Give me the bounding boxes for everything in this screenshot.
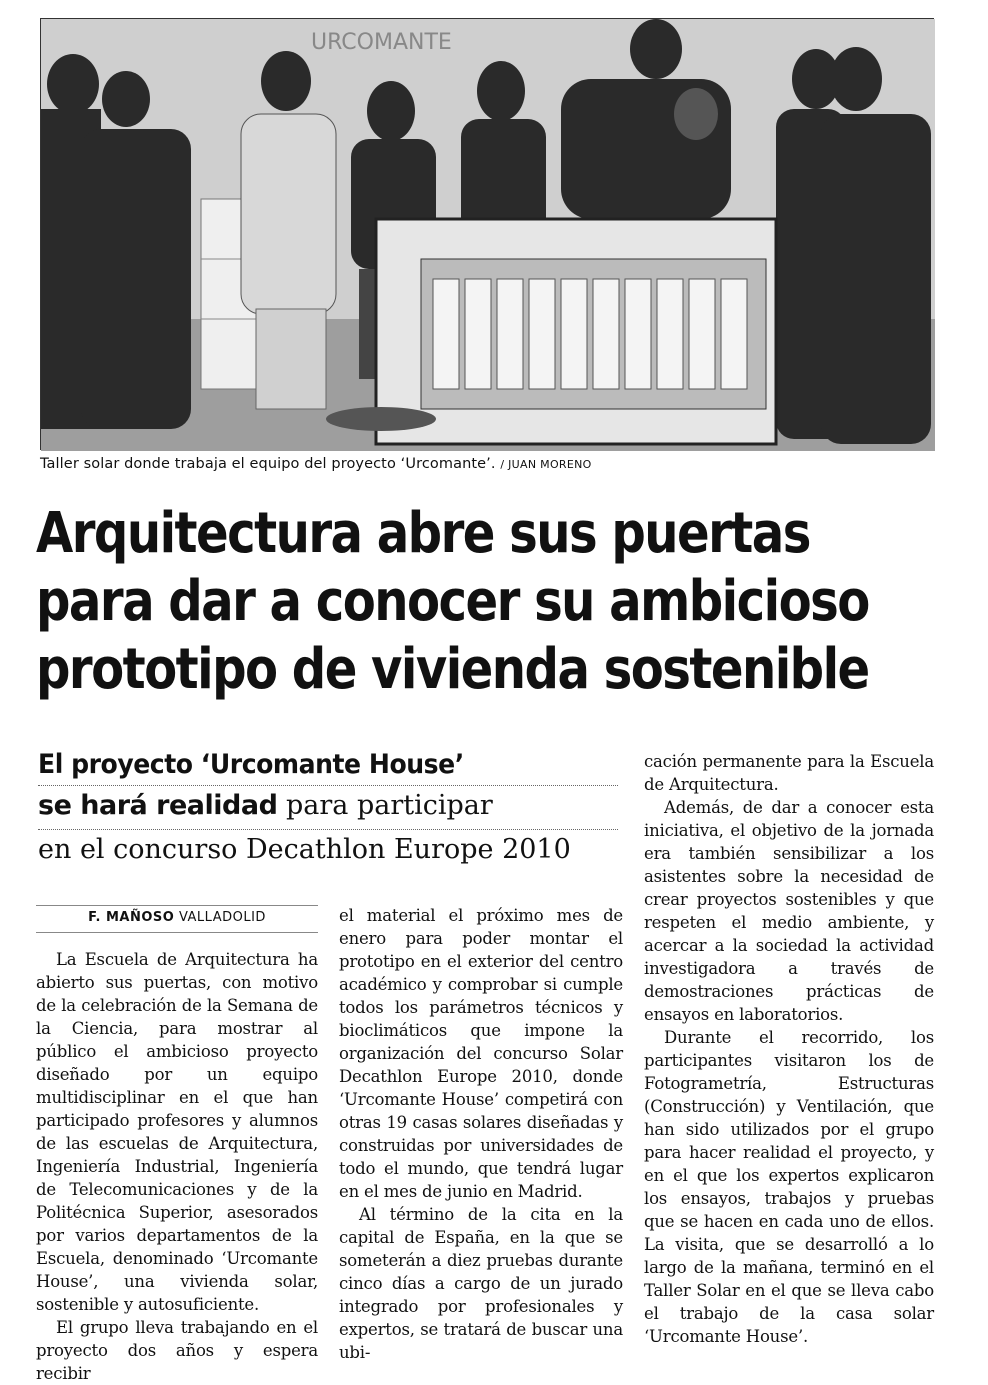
byline-author: F. MAÑOSO [88, 910, 175, 925]
wall-sign: URCOMANTE [311, 30, 452, 55]
headline-line-3: prototipo de vivienda sostenible [36, 637, 869, 702]
subhead-line-1: El proyecto ‘Urcomante House’ [38, 749, 464, 780]
paragraph: el material el próximo mes de enero para poder montar el prototipo en el exterior del centro académico y comprobar si cumple todos los parámetros técnicos y bioclimáticos que impone la organización del concurso Solar Decathlon Europe 2010, donde ‘Urcomante House’ competirá con otras 19 casas solares diseñadas y construidas por universidades de todo el mundo, que tendrá lugar en el mes de junio en Madrid. [339, 906, 623, 1201]
photo-credit: / JUAN MORENO [500, 458, 592, 471]
paragraph: El grupo lleva trabajando en el proyecto dos años y espera recibir [36, 1318, 318, 1383]
subheadline [38, 745, 618, 870]
headline [36, 500, 948, 704]
article-column-3 [644, 750, 934, 1348]
caption-text: Taller solar donde trabaja el equipo del proyecto ‘Urcomante’. [40, 456, 496, 472]
paragraph: cación permanente para la Escuela de Arquitectura. [644, 752, 934, 794]
headline-line-1: Arquitectura abre sus puertas [36, 501, 810, 566]
news-photo [40, 18, 934, 450]
article-column-2 [339, 904, 623, 1364]
paragraph: La Escuela de Arquitectura ha abierto sus puertas, con motivo de la celebración de la Semana de la Ciencia, para mostrar al público el ambicioso proyecto diseñado por un equipo multidisciplinar en el que han participado profesores y alumnos de las escuelas de Arquitectura, Ingeniería Industrial, Ingeniería de Telecomunicaciones y de la Politécnica Superior, asesorados por varios departamentos de la Escuela, denominado ‘Urcomante House’, una vivienda solar, sostenible y autosuficiente. [36, 950, 318, 1314]
article-column-1 [36, 948, 318, 1385]
byline [36, 905, 318, 925]
photo-caption [40, 456, 934, 472]
headline-line-2: para dar a conocer su ambicioso [36, 569, 869, 634]
subhead-line-3: en el concurso Decathlon Europe 2010 [38, 834, 571, 865]
byline-location: VALLADOLID [174, 910, 266, 925]
subhead-line-2 [38, 786, 618, 829]
subhead-line-2-rest: para participar [277, 790, 493, 821]
byline-rule [36, 932, 318, 933]
paragraph: Además, de dar a conocer esta iniciativa, el objetivo de la jornada era también sensibilizar a los asistentes sobre la necesidad de crear proyectos sostenibles y que respeten el medio ambiente, y acercar a la sociedad la actividad investigadora a través de demostraciones prácticas de ensayos en laboratorios. [644, 798, 934, 1024]
paragraph: Durante el recorrido, los participantes visitaron los de Fotogrametría, Estructuras (Construcción) y Ventilación, que han sido utilizados por el grupo para hacer realidad el proyecto, y en el que los expertos explicaron los ensayos, trabajos y pruebas que se hacen en cada uno de ellos. La visita, que se desarrolló a lo largo de la mañana, terminó en el Taller Solar en el que se lleva cabo el trabajo de la casa solar ‘Urcomante House’. [644, 1028, 934, 1346]
subhead-line-2-bold: se hará realidad [38, 790, 278, 821]
paragraph: Al término de la cita en la capital de España, en la que se someterán a diez pruebas durante cinco días a cargo de un jurado integrado por profesionales y expertos, se tratará de buscar una ubi- [339, 1205, 623, 1362]
photo-illustration [41, 19, 935, 451]
